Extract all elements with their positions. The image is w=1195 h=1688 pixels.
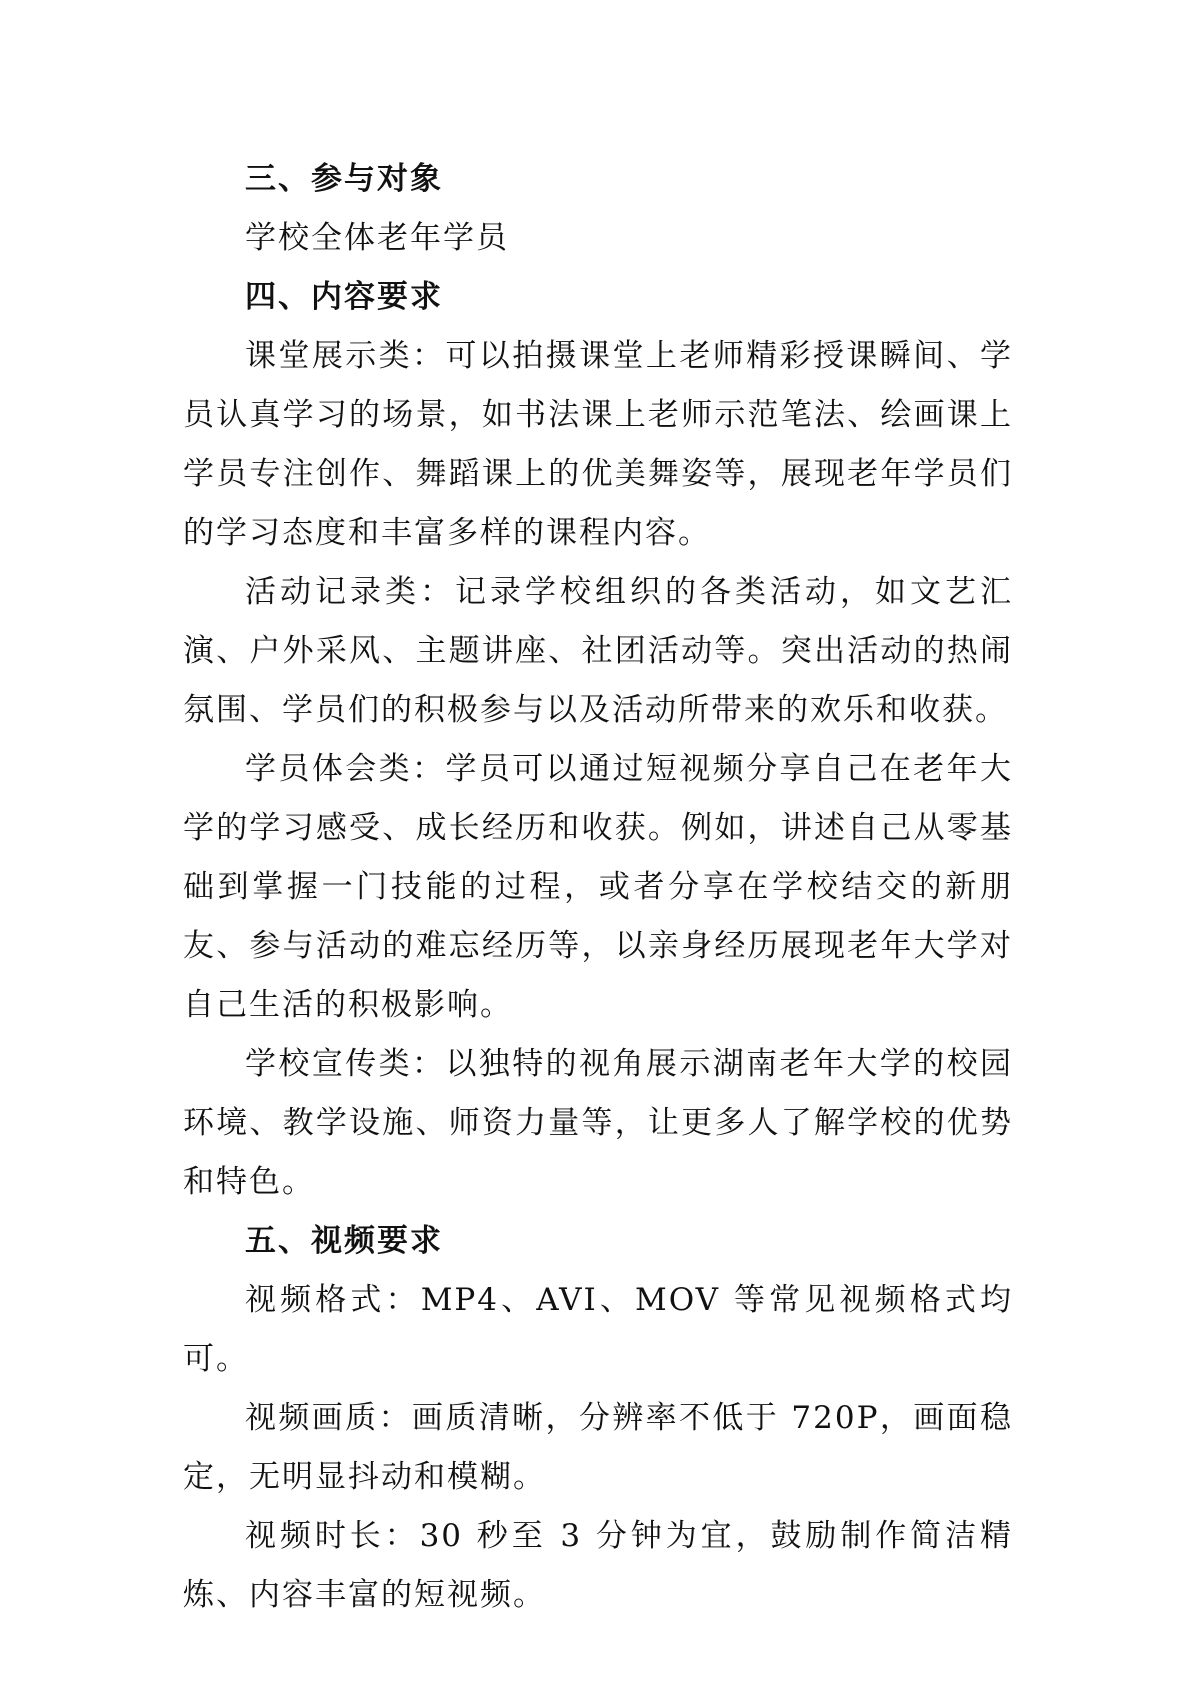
paragraph-student-experience: 学员体会类：学员可以通过短视频分享自己在老年大学的学习感受、成长经历和收获。例如，讲述自己从零基础到掌握一门技能的过程，或者分享在学校结交的新朋友、参与活动的难忘经历等，以亲身经历展现老年大学对自己生活的积极影响。 <box>183 751 1013 1023</box>
section-heading-participants: 三、参与对象 <box>245 161 443 197</box>
paragraph-school-promotion: 学校宣传类：以独特的视角展示湖南老年大学的校园环境、教学设施、师资力量等，让更多人了解学校的优势和特色。 <box>183 1046 1013 1200</box>
paragraph-activity-record: 活动记录类：记录学校组织的各类活动，如文艺汇演、户外采风、主题讲座、社团活动等。突出活动的热闹氛围、学员们的积极参与以及活动所带来的欢乐和收获。 <box>183 574 1013 728</box>
section-heading-video-requirements: 五、视频要求 <box>245 1223 443 1259</box>
paragraph-video-quality: 视频画质：画质清晰，分辨率不低于 720P，画面稳定，无明显抖动和模糊。 <box>183 1400 1013 1495</box>
paragraph-classroom-display: 课堂展示类：可以拍摄课堂上老师精彩授课瞬间、学员认真学习的场景，如书法课上老师示范笔法、绘画课上学员专注创作、舞蹈课上的优美舞姿等，展现老年学员们的学习态度和丰富多样的课程内容。 <box>183 338 1013 551</box>
paragraph-video-duration: 视频时长：30 秒至 3 分钟为宜，鼓励制作简洁精炼、内容丰富的短视频。 <box>183 1518 1013 1613</box>
paragraph-participants: 学校全体老年学员 <box>245 220 509 256</box>
section-heading-content-requirements: 四、内容要求 <box>245 279 443 315</box>
paragraph-video-format: 视频格式：MP4、AVI、MOV 等常见视频格式均可。 <box>183 1282 1013 1377</box>
document-body <box>183 150 1013 1625</box>
